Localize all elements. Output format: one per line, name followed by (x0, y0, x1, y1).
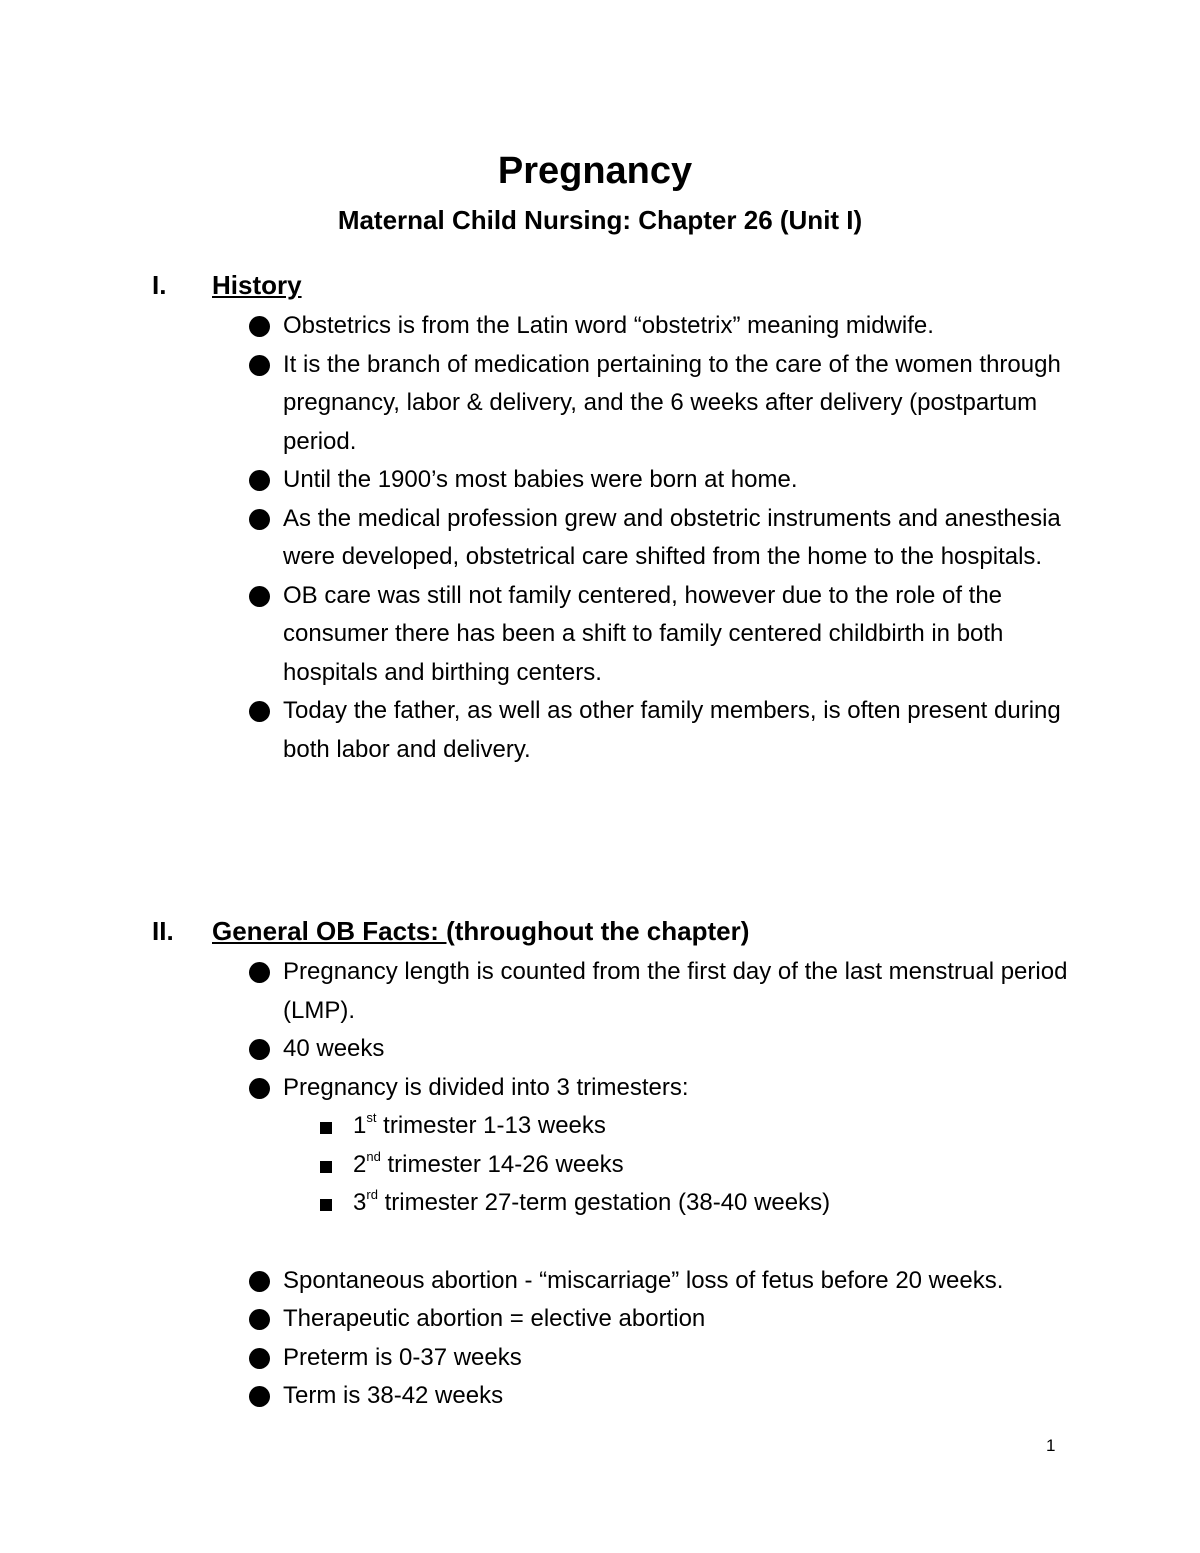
list-item-text: Therapeutic abortion = elective abortion (283, 1305, 706, 1332)
list-item-text: Term is 38-42 weeks (283, 1382, 504, 1409)
ob-facts-list (0, 953, 1200, 1107)
list-item (0, 1030, 1200, 1069)
bullet-icon (249, 316, 270, 337)
bullet-icon (249, 1078, 270, 1099)
list-item (0, 346, 1200, 462)
document-subtitle: Maternal Child Nursing: Chapter 26 (Unit I) (337, 205, 863, 235)
bullet-icon (249, 1309, 270, 1330)
page-number: 1 (1046, 1436, 1056, 1455)
list-item-text: 40 weeks (283, 1035, 385, 1062)
bullet-icon (249, 1348, 270, 1369)
list-item (0, 1069, 1200, 1108)
square-bullet-icon (320, 1122, 332, 1134)
ob-facts-list-continued (0, 1262, 1200, 1416)
spacer (0, 1223, 1200, 1262)
bullet-icon (249, 509, 270, 530)
section-heading (0, 267, 1200, 307)
bullet-icon (249, 586, 270, 607)
section-title (212, 913, 749, 949)
bullet-icon (249, 1386, 270, 1407)
list-item (0, 577, 1200, 693)
list-item-text: Pregnancy is divided into 3 trimesters: (283, 1073, 689, 1101)
trimester-item (0, 1146, 1200, 1185)
document-title: Pregnancy (497, 150, 693, 192)
section-heading (0, 913, 1200, 953)
square-bullet-icon (320, 1161, 332, 1173)
trimester-ordinal: st (366, 1110, 377, 1125)
trimester-item (0, 1184, 1200, 1223)
bullet-icon (249, 962, 270, 983)
trimester-list (0, 1107, 1200, 1223)
bullet-icon (249, 355, 270, 376)
list-item-text: Spontaneous abortion - “miscarriage” loss of fetus before 20 weeks. (283, 1266, 1004, 1294)
list-item (0, 1262, 1200, 1301)
trimester-number: 3 (353, 1189, 367, 1216)
bullet-icon (249, 470, 270, 491)
trimester-text: trimester 1-13 weeks (376, 1112, 606, 1139)
trimester-ordinal: nd (366, 1148, 381, 1164)
list-item-text: Until the 1900’s most babies were born at home. (283, 466, 798, 493)
history-list (0, 307, 1200, 769)
list-item (0, 500, 1200, 577)
trimester-number: 2 (353, 1150, 367, 1178)
bullet-icon (249, 1271, 270, 1292)
list-item-text: Preterm is 0-37 weeks (283, 1343, 522, 1371)
section-general-ob-facts (0, 913, 1200, 1416)
section-number: II. (152, 916, 174, 946)
list-item (0, 692, 1200, 769)
trimester-number: 1 (353, 1112, 367, 1139)
list-item-text: Pregnancy length is counted from the first day of the last menstrual period (LMP). (283, 958, 1068, 1024)
list-item (0, 1339, 1200, 1378)
list-item (0, 461, 1200, 500)
list-item-text: As the medical profession grew and obstetric instruments and anesthesia were developed, obstetrical care shifted from the home to the hospitals. (283, 504, 1061, 570)
bullet-icon (249, 1039, 270, 1060)
section-history (0, 267, 1200, 769)
square-bullet-icon (320, 1199, 332, 1211)
section-title (212, 267, 302, 303)
trimester-text: trimester 14-26 weeks (380, 1150, 624, 1178)
section-title-rest: throughout the chapter) (454, 916, 750, 946)
trimester-item (0, 1107, 1200, 1146)
section-title-underlined: History (212, 270, 302, 300)
list-item (0, 1300, 1200, 1339)
list-item-text: Obstetrics is from the Latin word “obstetrix” meaning midwife. (283, 312, 934, 339)
list-item-text: Today the father, as well as other family members, is often present during both labor and delivery. (283, 697, 1061, 763)
list-item-text: It is the branch of medication pertaining to the care of the women through pregnancy, labor & delivery, and the 6 weeks after delivery (postpartum period. (283, 350, 1061, 455)
list-item (0, 1377, 1200, 1416)
trimester-ordinal: rd (366, 1187, 378, 1202)
list-item-text: OB care was still not family centered, however due to the role of the consumer there has been a shift to family centered childbirth in both hospitals and birthing centers. (283, 581, 1004, 686)
bullet-icon (249, 701, 270, 722)
list-item (0, 953, 1200, 1030)
trimester-text: trimester 27-term gestation (38-40 weeks) (377, 1189, 831, 1216)
list-item (0, 307, 1200, 346)
section-number: I. (152, 270, 167, 300)
section-title-underlined: General OB Facts: ( (212, 916, 455, 946)
